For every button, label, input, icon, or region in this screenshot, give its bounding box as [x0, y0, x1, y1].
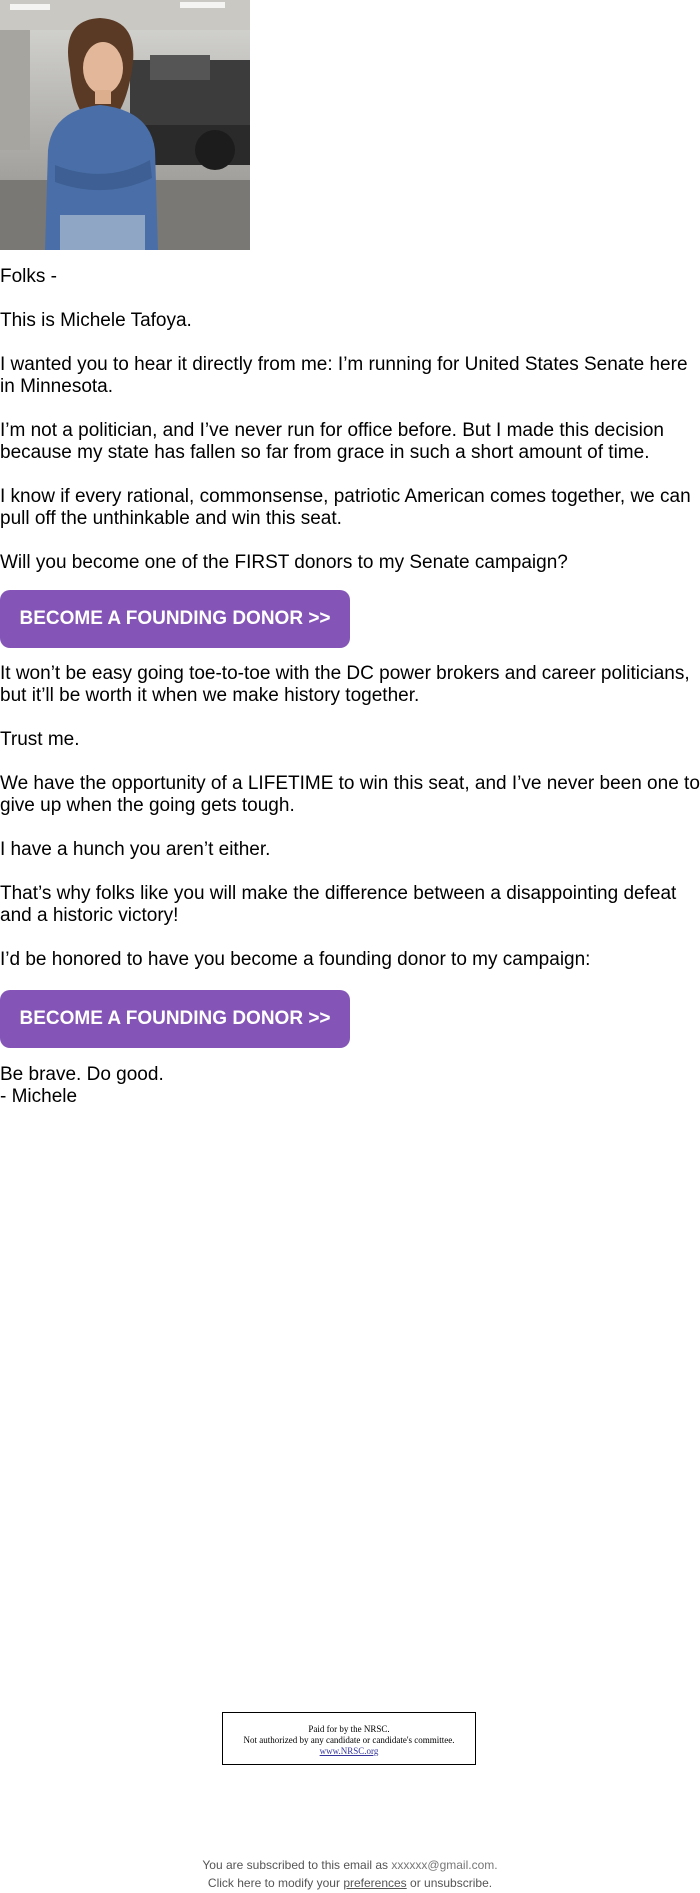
honored-paragraph: I’d be honored to have you become a founding donor to my campaign: — [0, 949, 591, 970]
announcement-line-2: in Minnesota. — [0, 376, 114, 397]
toe-to-toe-line-2: but it’ll be worth it when we make history together. — [0, 685, 420, 706]
first-donors-paragraph: Will you become one of the FIRST donors to my Senate campaign? — [0, 552, 568, 573]
toe-to-toe-line-1: It won’t be easy going toe-to-toe with the DC power brokers and career politicians, — [0, 663, 690, 684]
signoff — [0, 1064, 700, 1108]
rational-line-2: pull off the unthinkable and win this seat. — [0, 508, 342, 529]
portrait-photo-icon — [0, 0, 250, 250]
modify-prefix: Click here to modify your — [207, 1876, 344, 1890]
not-politician-paragraph — [0, 420, 700, 464]
signoff-motto: Be brave. Do good. — [0, 1064, 164, 1085]
difference-line-1: That’s why folks like you will make the difference between a disappointing defeat — [0, 883, 677, 904]
rational-line-1: I know if every rational, commonsense, patriotic American comes together, we can — [0, 486, 691, 507]
lifetime-line-2: give up when the going gets tough. — [0, 795, 295, 816]
difference-line-2: and a historic victory! — [0, 905, 179, 926]
preferences-link[interactable]: preferences — [343, 1876, 407, 1890]
intro-paragraph: This is Michele Tafoya. — [0, 310, 192, 331]
announcement-paragraph — [0, 354, 700, 398]
signoff-name: - Michele — [0, 1086, 78, 1107]
founding-donor-button[interactable]: BECOME A FOUNDING DONOR >> — [0, 590, 350, 648]
not-politician-line-1: I’m not a politician, and I’ve never run for office before. But I made this decision — [0, 420, 664, 441]
preferences-notice — [0, 1876, 700, 1890]
lifetime-line-1: We have the opportunity of a LIFETIME to win this seat, and I’ve never been one to — [0, 773, 700, 794]
greeting: Folks - — [0, 266, 57, 287]
announcement-line-1: I wanted you to hear it directly from me: I’m running for United States Senate here — [0, 354, 688, 375]
subscription-notice — [0, 1858, 700, 1872]
portrait-photo — [0, 0, 250, 250]
paid-for-disclaimer — [222, 1712, 476, 1765]
nrsc-link[interactable]: www.NRSC.org — [319, 1746, 379, 1756]
toe-to-toe-paragraph — [0, 663, 700, 707]
subscribed-prefix: You are subscribed to this email as — [202, 1858, 392, 1872]
hunch-paragraph: I have a hunch you aren’t either. — [0, 839, 271, 860]
not-politician-line-2: because my state has fallen so far from grace in such a short amount of time. — [0, 442, 650, 463]
founding-donor-button-2[interactable]: BECOME A FOUNDING DONOR >> — [0, 990, 350, 1048]
rational-paragraph — [0, 486, 700, 530]
disclaimer-line-1: Paid for by the NRSC. — [308, 1724, 390, 1734]
lifetime-paragraph — [0, 773, 700, 817]
modify-middle: or — [406, 1876, 425, 1890]
subscriber-email: xxxxxx@gmail.com. — [391, 1858, 498, 1872]
trust-me-paragraph: Trust me. — [0, 729, 80, 750]
difference-paragraph — [0, 883, 700, 927]
disclaimer-line-2: Not authorized by any candidate or candidate's committee. — [243, 1735, 455, 1745]
unsubscribe-link[interactable]: unsubscribe. — [424, 1876, 493, 1890]
